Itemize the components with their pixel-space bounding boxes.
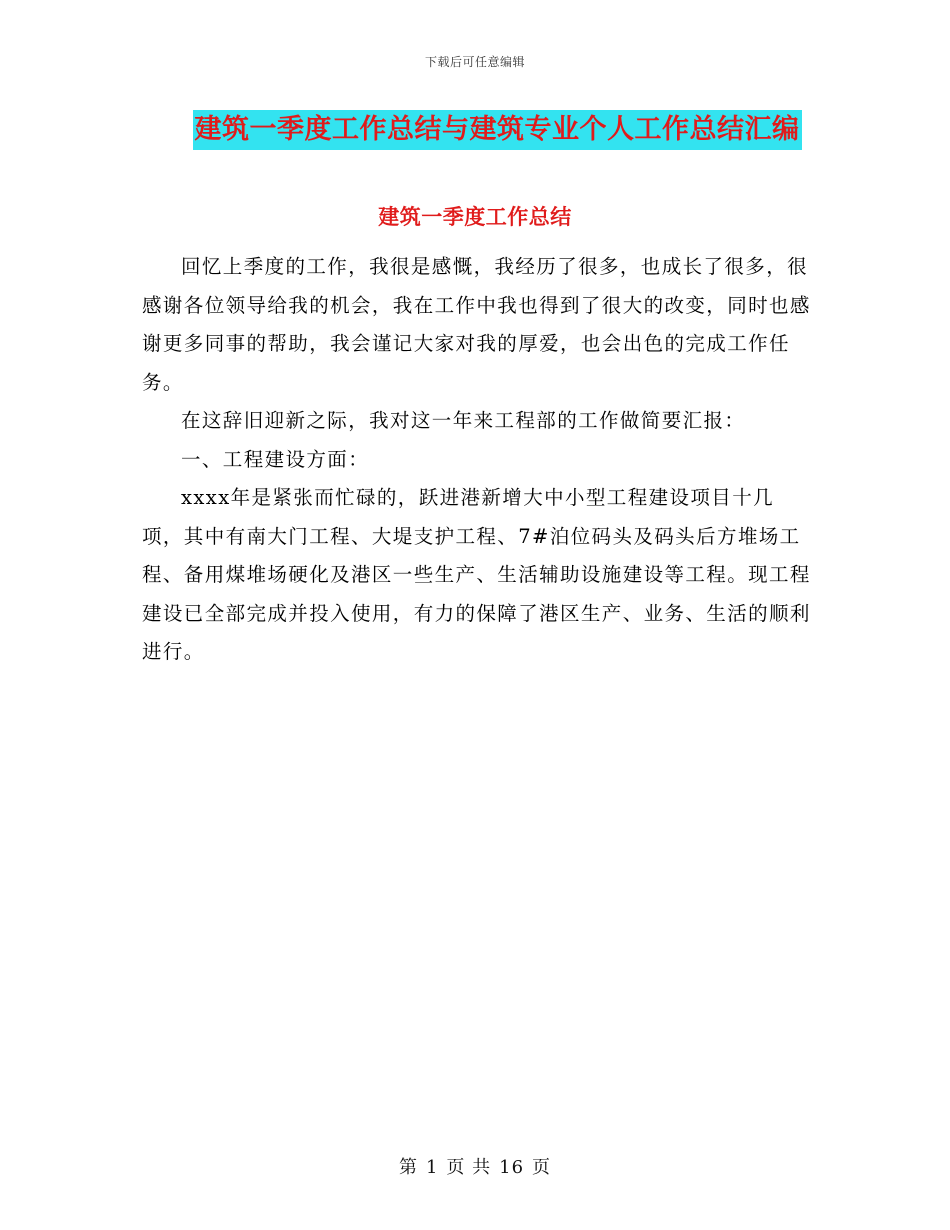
footer-middle: 页 共 <box>446 1157 492 1178</box>
paragraph-4: xxxx年是紧张而忙碌的，跃进港新增大中小型工程建设项目十几项，其中有南大门工程、大堤支护工程、7#泊位码头及码头后方堆场工程、备用煤堆场硬化及港区一些生产、生活辅助设施建设等工程。现工程建设已全部完成并投入使用，有力的保障了港区生产、业务、生活的顺利进行。 <box>142 486 811 663</box>
main-title-container <box>0 110 950 150</box>
footer-suffix: 页 <box>532 1157 552 1178</box>
footer-total-pages: 16 <box>499 1157 525 1178</box>
page-number-footer <box>0 1153 950 1179</box>
paragraph-3: 一、工程建设方面： <box>181 447 370 471</box>
footer-prefix: 第 <box>398 1157 418 1178</box>
section-title: 建筑一季度工作总结 <box>378 205 572 229</box>
document-body <box>142 248 812 672</box>
paragraph-2: 在这辞旧迎新之际，我对这一年来工程部的工作做简要汇报： <box>181 409 746 432</box>
header-note: 下载后可任意编辑 <box>424 55 525 69</box>
footer-current-page: 1 <box>425 1157 439 1178</box>
paragraph-1: 回忆上季度的工作，我很是感慨，我经历了很多，也成长了很多，很感谢各位领导给我的机会，我在工作中我也得到了很大的改变，同时也感谢更多同事的帮助，我会谨记大家对我的厚爱，也会出色的完成工作任务。 <box>142 255 811 394</box>
main-title: 建筑一季度工作总结与建筑专业个人工作总结汇编 <box>193 110 802 150</box>
